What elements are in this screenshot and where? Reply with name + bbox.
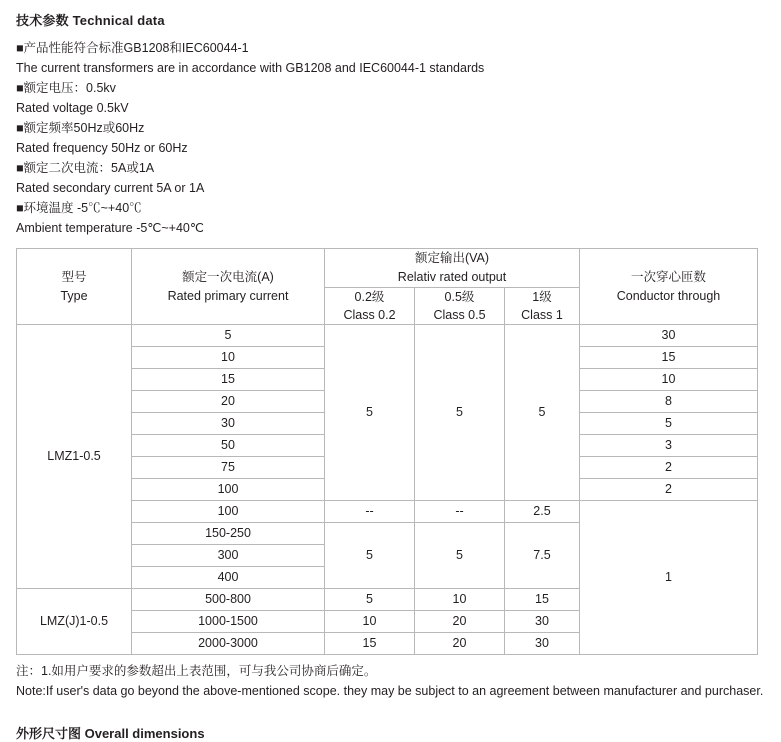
cell-class1: 30 bbox=[505, 633, 580, 655]
spec-line: Ambient temperature -5℃~+40℃ bbox=[16, 221, 204, 235]
cell-primary-current: 75 bbox=[132, 457, 325, 479]
specifications-table bbox=[16, 248, 758, 655]
cell-primary-current: 300 bbox=[132, 545, 325, 567]
header-primary-en: Rated primary current bbox=[167, 288, 289, 303]
spec-line: The current transformers are in accordance with GB1208 and IEC60044-1 standards bbox=[16, 61, 485, 75]
header-class1-en: Class 1 bbox=[521, 308, 563, 322]
header-type bbox=[17, 249, 132, 325]
page-title: 技术参数 Technical data bbox=[16, 13, 165, 28]
cell-class05: 10 bbox=[415, 589, 505, 611]
cell-primary-current: 20 bbox=[132, 391, 325, 413]
header-class05-cn: 0.5级 bbox=[444, 290, 475, 304]
cell-class02: 5 bbox=[325, 589, 415, 611]
cell-class05: -- bbox=[415, 501, 505, 523]
cell-primary-current: 50 bbox=[132, 435, 325, 457]
header-class-1 bbox=[505, 288, 580, 325]
cell-conductor: 10 bbox=[580, 369, 758, 391]
cell-class05-group2: 5 bbox=[415, 523, 505, 589]
cell-primary-current: 1000-1500 bbox=[132, 611, 325, 633]
cell-class02-group2: 5 bbox=[325, 523, 415, 589]
cell-conductor: 15 bbox=[580, 347, 758, 369]
spec-line: ■额定二次电流：5A或1A bbox=[16, 161, 155, 175]
spec-line: Rated voltage 0.5kV bbox=[16, 101, 129, 115]
spec-line: Rated secondary current 5A or 1A bbox=[16, 181, 205, 195]
cell-primary-current: 150-250 bbox=[132, 523, 325, 545]
cell-class02: -- bbox=[325, 501, 415, 523]
header-conductor-through bbox=[580, 249, 758, 325]
cell-primary-current: 500-800 bbox=[132, 589, 325, 611]
cell-primary-current: 100 bbox=[132, 479, 325, 501]
cell-class05-group1: 5 bbox=[415, 325, 505, 501]
cell-class02: 15 bbox=[325, 633, 415, 655]
header-type-en: Type bbox=[60, 288, 88, 303]
header-conductor-cn: 一次穿心匝数 bbox=[630, 269, 706, 284]
cell-model-2: LMZ(J)1-0.5 bbox=[17, 589, 132, 655]
cell-model-1: LMZ1-0.5 bbox=[17, 325, 132, 589]
cell-class05: 20 bbox=[415, 633, 505, 655]
note-en: Note:If user's data go beyond the above-mentioned scope. they may be subject to an agreement between manufacturer and purchaser. bbox=[16, 684, 764, 698]
cell-primary-current: 30 bbox=[132, 413, 325, 435]
note-cn: 注：1.如用户要求的参数超出上表范围，可与我公司协商后确定。 bbox=[16, 664, 377, 678]
table-note bbox=[16, 661, 765, 701]
cell-class02: 10 bbox=[325, 611, 415, 633]
spec-line: Rated frequency 50Hz or 60Hz bbox=[16, 141, 188, 155]
cell-class1: 30 bbox=[505, 611, 580, 633]
cell-conductor-merged: 1 bbox=[580, 501, 758, 655]
header-class02-en: Class 0.2 bbox=[343, 308, 396, 322]
header-class02-cn: 0.2级 bbox=[354, 290, 385, 304]
cell-primary-current: 15 bbox=[132, 369, 325, 391]
cell-conductor: 5 bbox=[580, 413, 758, 435]
header-class05-en: Class 0.5 bbox=[433, 308, 486, 322]
cell-class1: 2.5 bbox=[505, 501, 580, 523]
cell-class02-group1: 5 bbox=[325, 325, 415, 501]
header-type-cn: 型号 bbox=[61, 269, 87, 284]
header-output-cn: 额定输出(VA) bbox=[414, 251, 490, 265]
cell-conductor: 3 bbox=[580, 435, 758, 457]
header-output-en: Relativ rated output bbox=[397, 270, 507, 284]
cell-conductor: 8 bbox=[580, 391, 758, 413]
cell-primary-current: 2000-3000 bbox=[132, 633, 325, 655]
cell-class1-group2: 7.5 bbox=[505, 523, 580, 589]
spec-line: ■环境温度 -5℃~+40℃ bbox=[16, 201, 142, 215]
cell-class1: 15 bbox=[505, 589, 580, 611]
header-class-05 bbox=[415, 288, 505, 325]
header-class-02 bbox=[325, 288, 415, 325]
header-rated-output bbox=[325, 249, 580, 288]
header-class1-cn: 1级 bbox=[532, 290, 552, 304]
technical-spec-list bbox=[16, 38, 765, 238]
cell-class05: 20 bbox=[415, 611, 505, 633]
cell-conductor: 2 bbox=[580, 479, 758, 501]
header-conductor-en: Conductor through bbox=[616, 288, 721, 303]
cell-conductor: 30 bbox=[580, 325, 758, 347]
cell-primary-current: 100 bbox=[132, 501, 325, 523]
cell-class1-group1: 5 bbox=[505, 325, 580, 501]
spec-line: ■产品性能符合标准GB1208和IEC60044-1 bbox=[16, 41, 249, 55]
overall-dimensions-title: 外形尺寸图 Overall dimensions bbox=[16, 726, 205, 741]
table-row bbox=[17, 325, 758, 347]
cell-primary-current: 400 bbox=[132, 567, 325, 589]
header-primary-cn: 额定一次电流(A) bbox=[182, 269, 274, 284]
spec-line: ■额定电压：0.5kv bbox=[16, 81, 116, 95]
cell-conductor: 2 bbox=[580, 457, 758, 479]
spec-line: ■额定频率50Hz或60Hz bbox=[16, 121, 145, 135]
table-header-row bbox=[17, 249, 758, 288]
cell-primary-current: 10 bbox=[132, 347, 325, 369]
cell-primary-current: 5 bbox=[132, 325, 325, 347]
header-primary-current bbox=[132, 249, 325, 325]
